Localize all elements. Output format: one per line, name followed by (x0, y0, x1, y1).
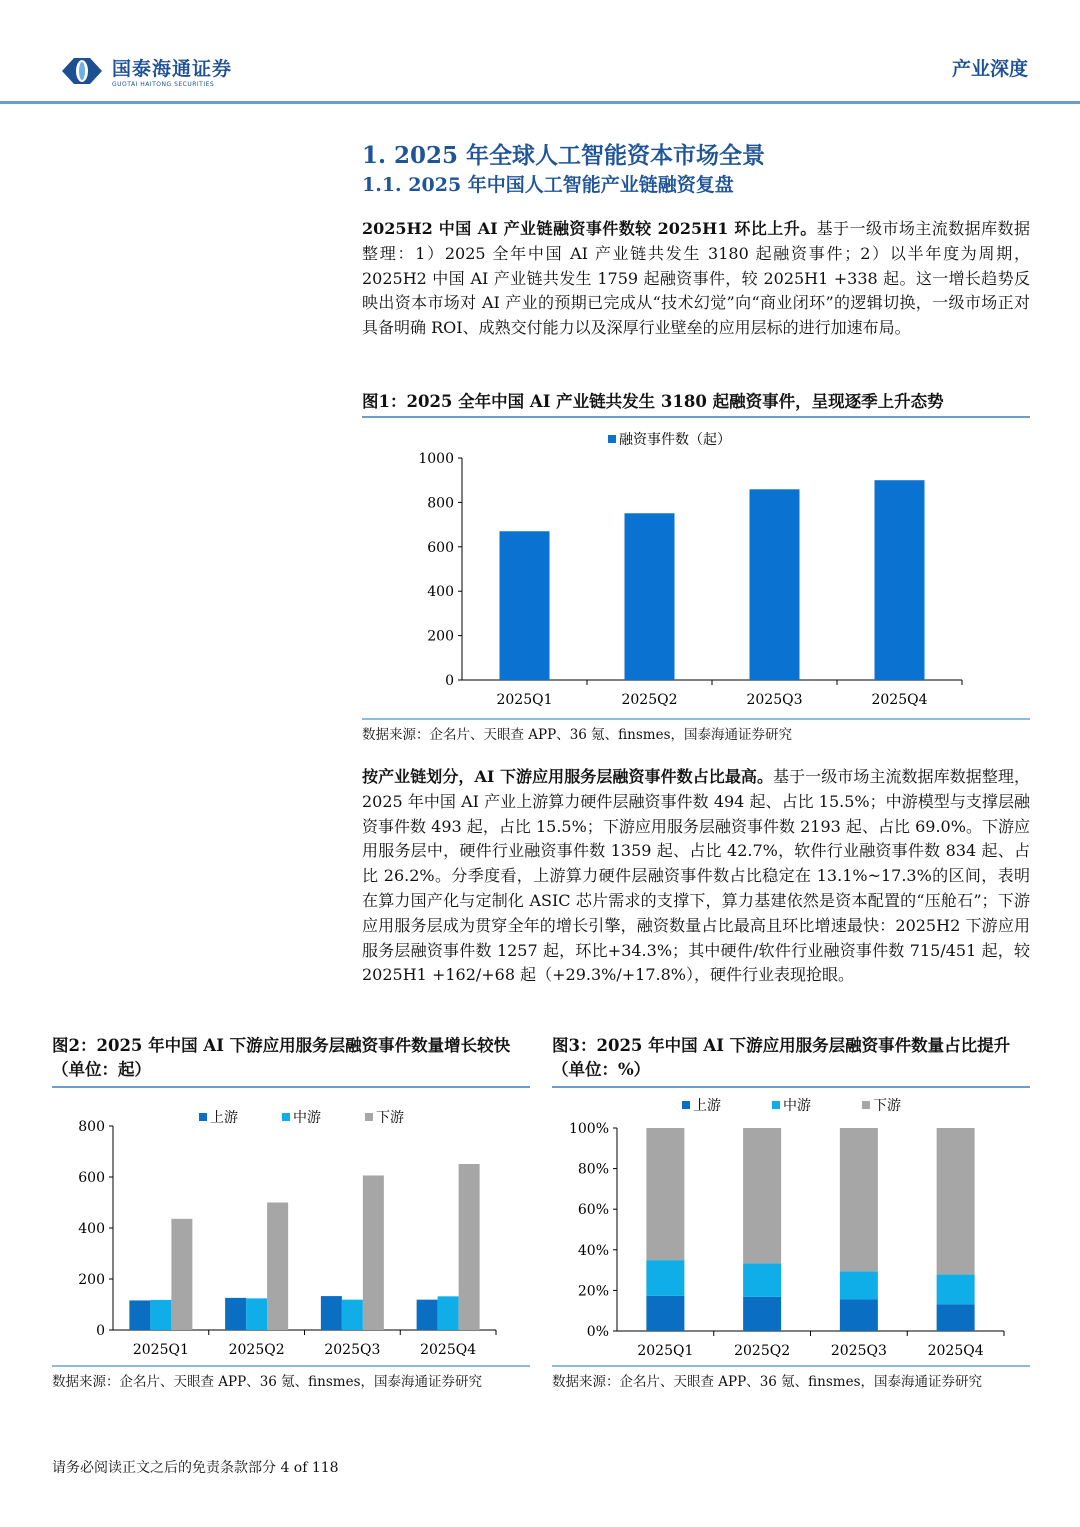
figure-1-chart (362, 420, 1030, 718)
legend-label: 融资事件数（起） (619, 432, 731, 448)
x-tick-label: 2025Q1 (132, 1342, 189, 1358)
section-heading: 1. 2025 年全球人工智能资本市场全景 (362, 142, 766, 169)
y-tick-label: 600 (427, 539, 454, 556)
figure-2-chart (52, 1090, 530, 1365)
bar-中游 (937, 1275, 975, 1305)
y-tick-label: 800 (427, 495, 454, 512)
y-tick-label: 20% (577, 1283, 609, 1300)
figure-3-title: 图3：2025 年中国 AI 下游应用服务层融资事件数量占比提升（单位：%） (552, 1034, 1030, 1088)
y-tick-label: 800 (78, 1119, 105, 1135)
x-tick-label: 2025Q4 (927, 1343, 984, 1359)
legend-label: 上游 (693, 1098, 721, 1114)
x-tick-label: 2025Q2 (228, 1342, 285, 1358)
logo-mark-icon (60, 56, 104, 86)
bar-上游 (225, 1298, 246, 1330)
bar-下游 (459, 1164, 480, 1330)
bar-中游 (150, 1300, 171, 1330)
paragraph-2-lead: 按产业链划分，AI 下游应用服务层融资事件数占比最高。 (362, 767, 774, 786)
y-tick-label: 40% (577, 1242, 609, 1259)
x-tick-label: 2025Q3 (830, 1343, 887, 1359)
legend-swatch (608, 435, 616, 443)
y-tick-label: 0 (96, 1323, 105, 1339)
x-tick-label: 2025Q4 (420, 1342, 477, 1358)
legend-swatch (365, 1113, 373, 1121)
x-tick-label: 2025Q2 (621, 692, 678, 708)
y-tick-label: 400 (78, 1221, 105, 1237)
subsection-heading: 1.1. 2025 年中国人工智能产业链融资复盘 (362, 174, 734, 196)
logo-subtext: GUOTAI HAITONG SECURITIES (112, 81, 215, 88)
x-tick-label: 2025Q2 (734, 1343, 791, 1359)
bar-中游 (246, 1298, 267, 1330)
paragraph-1-lead: 2025H2 中国 AI 产业链融资事件数较 2025H1 环比上升。 (362, 219, 817, 238)
bar-融资事件数（起） (625, 513, 675, 680)
y-tick-label: 100% (568, 1121, 609, 1137)
bar-上游 (129, 1300, 150, 1330)
bar-下游 (840, 1128, 878, 1271)
bar-中游 (646, 1260, 684, 1296)
legend-swatch (682, 1101, 690, 1109)
bar-融资事件数（起） (750, 489, 800, 680)
paragraph-2 (362, 765, 1030, 988)
y-tick-label: 400 (427, 584, 454, 601)
bar-上游 (321, 1296, 342, 1330)
figure-1-title: 图1：2025 全年中国 AI 产业链共发生 3180 起融资事件，呈现逐季上升态势 (362, 388, 1030, 418)
y-tick-label: 0 (445, 673, 454, 689)
header-divider (0, 101, 1080, 104)
x-tick-label: 2025Q1 (637, 1343, 694, 1359)
x-tick-label: 2025Q1 (496, 692, 553, 708)
y-tick-label: 60% (577, 1202, 609, 1219)
legend-swatch (199, 1113, 207, 1121)
bar-中游 (342, 1300, 363, 1330)
x-tick-label: 2025Q4 (871, 692, 928, 708)
legend-label: 中游 (783, 1098, 811, 1114)
bar-融资事件数（起） (500, 531, 550, 680)
y-tick-label: 200 (427, 628, 454, 645)
legend-label: 上游 (210, 1110, 238, 1126)
x-tick-label: 2025Q3 (746, 692, 803, 708)
legend-swatch (282, 1113, 290, 1121)
bar-下游 (937, 1128, 975, 1275)
y-tick-label: 80% (577, 1161, 609, 1178)
legend-label: 下游 (376, 1110, 404, 1126)
logo-text: 国泰海通证券 (112, 58, 233, 80)
legend-swatch (772, 1101, 780, 1109)
figure-3-source: 数据来源：企名片、天眼查 APP、36 氪、finsmes，国泰海通证券研究 (552, 1365, 1030, 1392)
legend-label: 下游 (873, 1098, 901, 1114)
y-tick-label: 200 (78, 1272, 105, 1288)
logo (60, 54, 232, 88)
paragraph-1-body: 基于一级市场主流数据库数据整理：1）2025 全年中国 AI 产业链共发生 3180 起融资事件；2）以半年度为周期，2025H2 中国 AI 产业链共发生 1759 起融资事件，较 2025H1 +338 起。这一增长趋势反映出资本市场对 AI 产业的预期已完成从“技术幻觉”向“商业闭环”的逻辑切换，一级市场正对具备明确 ROI、成熟交付能力以及深厚行业壁垒的应用层标的进行加速布局。 (362, 219, 1030, 338)
y-tick-label: 0% (586, 1324, 609, 1340)
bar-下游 (363, 1175, 384, 1330)
paragraph-2-body: 基于一级市场主流数据库数据整理，2025 年中国 AI 产业上游算力硬件层融资事件数 494 起、占比 15.5%；中游模型与支撑层融资事件数 493 起，占比 15.5%；下游应用服务层融资事件数 2193 起、占比 69.0%。下游应用服务层中，硬件行业融资事件数 1359 起、占比 42.7%，软件行业融资事件数 834 起、占比 26.2%。分季度看，上游算力硬件层融资事件数占比稳定在 13.1%~17.3%的区间，表明在算力国产化与定制化 ASIC 芯片需求的支撑下，算力基建依然是资本配置的“压舱石”；下游应用服务层成为贯穿全年的增长引擎，融资数量占比最高且环比增速最快：2025H2 下游应用服务层融资事件数 1257 起，环比+34.3%；其中硬件/软件行业融资事件数 715/451 起，较 2025H1 +162/+68 起（+29.3%/+17.8%），硬件行业表现抢眼。 (362, 767, 1030, 985)
bar-下游 (646, 1128, 684, 1260)
bar-中游 (438, 1296, 459, 1330)
y-tick-label: 1000 (418, 451, 454, 467)
paragraph-1 (362, 217, 1030, 341)
legend-swatch (862, 1101, 870, 1109)
bar-融资事件数（起） (875, 480, 925, 680)
bar-中游 (743, 1263, 781, 1296)
bar-上游 (840, 1300, 878, 1331)
x-tick-label: 2025Q3 (324, 1342, 381, 1358)
bar-中游 (840, 1271, 878, 1299)
figure-1-source: 数据来源：企名片、天眼查 APP、36 氪、finsmes，国泰海通证券研究 (362, 718, 1030, 745)
bar-上游 (743, 1297, 781, 1331)
figure-2-source: 数据来源：企名片、天眼查 APP、36 氪、finsmes，国泰海通证券研究 (52, 1365, 530, 1392)
bar-下游 (743, 1128, 781, 1263)
figure-3-chart (552, 1090, 1030, 1365)
bar-上游 (937, 1304, 975, 1331)
legend-label: 中游 (293, 1110, 321, 1126)
y-tick-label: 600 (78, 1170, 105, 1186)
bar-下游 (171, 1219, 192, 1330)
report-type: 产业深度 (951, 58, 1028, 80)
bar-下游 (267, 1203, 288, 1331)
bar-上游 (646, 1296, 684, 1331)
footer-disclaimer: 请务必阅读正文之后的免责条款部分 4 of 118 (52, 1460, 339, 1476)
figure-2-title: 图2：2025 年中国 AI 下游应用服务层融资事件数量增长较快（单位：起） (52, 1034, 530, 1088)
bar-上游 (417, 1300, 438, 1330)
